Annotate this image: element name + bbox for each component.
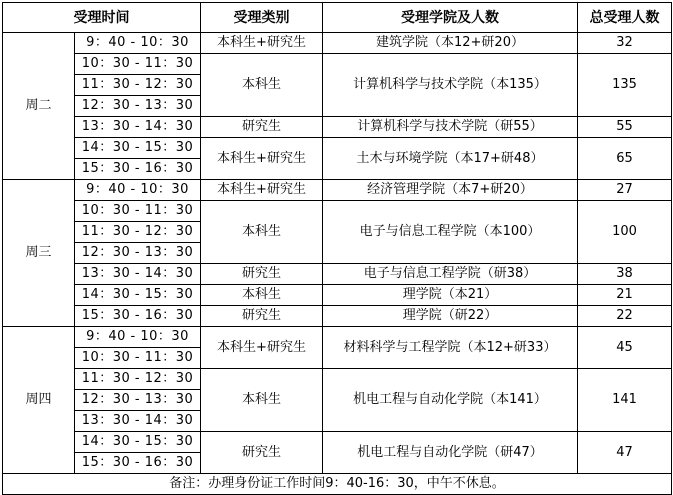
note-row — [3, 474, 672, 495]
time-slot: 11：30 - 12：30 — [75, 75, 201, 96]
category-cell: 本科生+研究生 — [201, 327, 323, 369]
table-row — [3, 327, 672, 348]
college-cell: 材料科学与工程学院（本12+研33） — [323, 327, 578, 369]
time-slot: 15：30 - 16：30 — [75, 453, 201, 474]
college-cell: 建筑学院（本12+研20） — [323, 33, 578, 54]
time-slot: 13：30 - 14：30 — [75, 117, 201, 138]
total-cell: 38 — [578, 264, 672, 285]
category-cell: 本科生+研究生 — [201, 180, 323, 201]
total-cell: 21 — [578, 285, 672, 306]
table-row — [3, 285, 672, 306]
category-cell: 本科生 — [201, 285, 323, 306]
time-slot: 11：30 - 12：30 — [75, 369, 201, 390]
table-row — [3, 138, 672, 159]
total-cell: 45 — [578, 327, 672, 369]
day-label: 周三 — [3, 180, 75, 327]
table-row — [3, 306, 672, 327]
schedule-table — [2, 2, 672, 495]
table-row — [3, 264, 672, 285]
table-row — [3, 180, 672, 201]
total-cell: 47 — [578, 432, 672, 474]
time-slot: 9：40 - 10：30 — [75, 327, 201, 348]
college-cell: 经济管理学院（本7+研20） — [323, 180, 578, 201]
time-slot: 13：30 - 14：30 — [75, 264, 201, 285]
total-cell: 55 — [578, 117, 672, 138]
header-category: 受理类别 — [201, 3, 323, 33]
header-row — [3, 3, 672, 33]
time-slot: 14：30 - 15：30 — [75, 138, 201, 159]
category-cell: 研究生 — [201, 264, 323, 285]
category-cell: 本科生 — [201, 201, 323, 264]
college-cell: 理学院（研22） — [323, 306, 578, 327]
category-cell: 本科生 — [201, 54, 323, 117]
total-cell: 135 — [578, 54, 672, 117]
time-slot: 15：30 - 16：30 — [75, 306, 201, 327]
footnote: 备注：办理身份证工作时间9：40-16：30，中午不休息。 — [3, 474, 672, 495]
total-cell: 100 — [578, 201, 672, 264]
time-slot: 11：30 - 12：30 — [75, 222, 201, 243]
college-cell: 理学院（本21） — [323, 285, 578, 306]
category-cell: 研究生 — [201, 306, 323, 327]
time-slot: 12：30 - 13：30 — [75, 243, 201, 264]
college-cell: 机电工程与自动化学院（本141） — [323, 369, 578, 432]
time-slot: 13：30 - 14：30 — [75, 411, 201, 432]
total-cell: 65 — [578, 138, 672, 180]
time-slot: 14：30 - 15：30 — [75, 432, 201, 453]
total-cell: 141 — [578, 369, 672, 432]
day-label: 周二 — [3, 33, 75, 180]
total-cell: 22 — [578, 306, 672, 327]
time-slot: 12：30 - 13：30 — [75, 390, 201, 411]
header-time: 受理时间 — [3, 3, 201, 33]
time-slot: 12：30 - 13：30 — [75, 96, 201, 117]
time-slot: 10：30 - 11：30 — [75, 348, 201, 369]
table-row — [3, 117, 672, 138]
header-total: 总受理人数 — [578, 3, 672, 33]
category-cell: 本科生 — [201, 369, 323, 432]
time-slot: 9：40 - 10：30 — [75, 33, 201, 54]
table-row — [3, 201, 672, 222]
time-slot: 14：30 - 15：30 — [75, 285, 201, 306]
total-cell: 32 — [578, 33, 672, 54]
college-cell: 机电工程与自动化学院（研47） — [323, 432, 578, 474]
header-college: 受理学院及人数 — [323, 3, 578, 33]
table-row — [3, 432, 672, 453]
time-slot: 9：40 - 10：30 — [75, 180, 201, 201]
time-slot: 15：30 - 16：30 — [75, 159, 201, 180]
college-cell: 电子与信息工程学院（本100） — [323, 201, 578, 264]
time-slot: 10：30 - 11：30 — [75, 54, 201, 75]
college-cell: 计算机科学与技术学院（本135） — [323, 54, 578, 117]
category-cell: 本科生+研究生 — [201, 138, 323, 180]
college-cell: 电子与信息工程学院（研38） — [323, 264, 578, 285]
day-label: 周四 — [3, 327, 75, 474]
college-cell: 计算机科学与技术学院（研55） — [323, 117, 578, 138]
college-cell: 土木与环境学院（本17+研48） — [323, 138, 578, 180]
table-row — [3, 369, 672, 390]
time-slot: 10：30 - 11：30 — [75, 201, 201, 222]
category-cell: 研究生 — [201, 432, 323, 474]
category-cell: 本科生+研究生 — [201, 33, 323, 54]
category-cell: 研究生 — [201, 117, 323, 138]
total-cell: 27 — [578, 180, 672, 201]
table-row — [3, 54, 672, 75]
table-row — [3, 33, 672, 54]
